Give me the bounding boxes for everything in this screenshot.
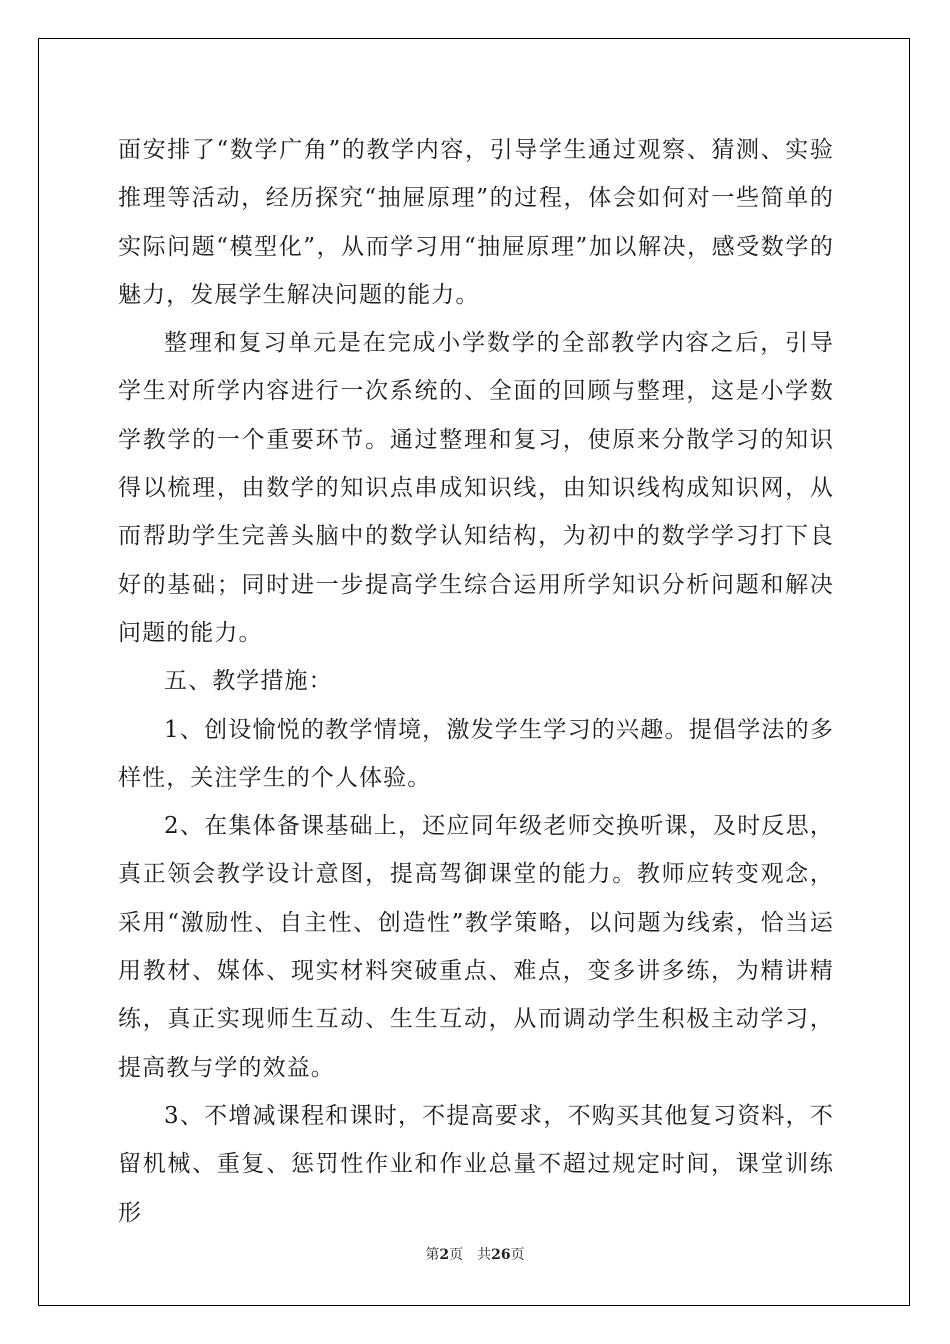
footer-total-prefix: 共: [477, 1247, 492, 1263]
footer-page-unit: 页: [449, 1247, 464, 1263]
paragraph-measure-3: 3、不增减课程和课时，不提高要求，不购买其他复习资料，不留机械、重复、惩罚性作业和作业总量不超过规定时间，课堂训练形: [118, 1102, 834, 1226]
footer-page-number: 2: [439, 1247, 450, 1263]
footer-total-unit: 页: [510, 1247, 525, 1263]
paragraph-measure-2: 2、在集体备课基础上，还应同年级老师交换听课，及时反思，真正领会教学设计意图，提高驾御课堂的能力。教师应转变观念，采用“激励性、自主性、创造性”教学策略，以问题为线索，恰当运用教材、媒体、现实材料突破重点、难点，变多讲多练，为精讲精练，真正实现师生互动、生生互动，从而调动学生积极主动学习，提高教与学的效益。: [118, 813, 834, 1081]
section-heading-measures: 五、教学措施：: [164, 668, 333, 695]
paragraph-review-unit: 整理和复习单元是在完成小学数学的全部教学内容之后，引导学生对所学内容进行一次系统的、全面的回顾与整理，这是小学数学教学的一个重要环节。通过整理和复习，使原来分散学习的知识得以梳理，由数学的知识点串成知识线，由知识线构成知识网，从而帮助学生完善头脑中的数学认知结构，为初中的数学学习打下良好的基础；同时进一步提高学生综合运用所学知识分析问题和解决问题的能力。: [118, 330, 834, 646]
paragraph-continuation: 面安排了“数学广角”的教学内容，引导学生通过观察、猜测、实验推理等活动，经历探究“抽屉原理”的过程，体会如何对一些简单的实际问题“模型化”，从而学习用“抽屉原理”加以解决，感受数学的魅力，发展学生解决问题的能力。: [118, 137, 834, 308]
document-body: [118, 126, 834, 1237]
footer-prefix: 第: [425, 1247, 440, 1263]
footer-total-pages: 26: [491, 1247, 511, 1263]
paragraph-measure-1: 1、创设愉悦的教学情境，激发学生学习的兴趣。提倡学法的多样性，关注学生的个人体验。: [118, 716, 834, 791]
page-footer: [0, 1244, 950, 1264]
